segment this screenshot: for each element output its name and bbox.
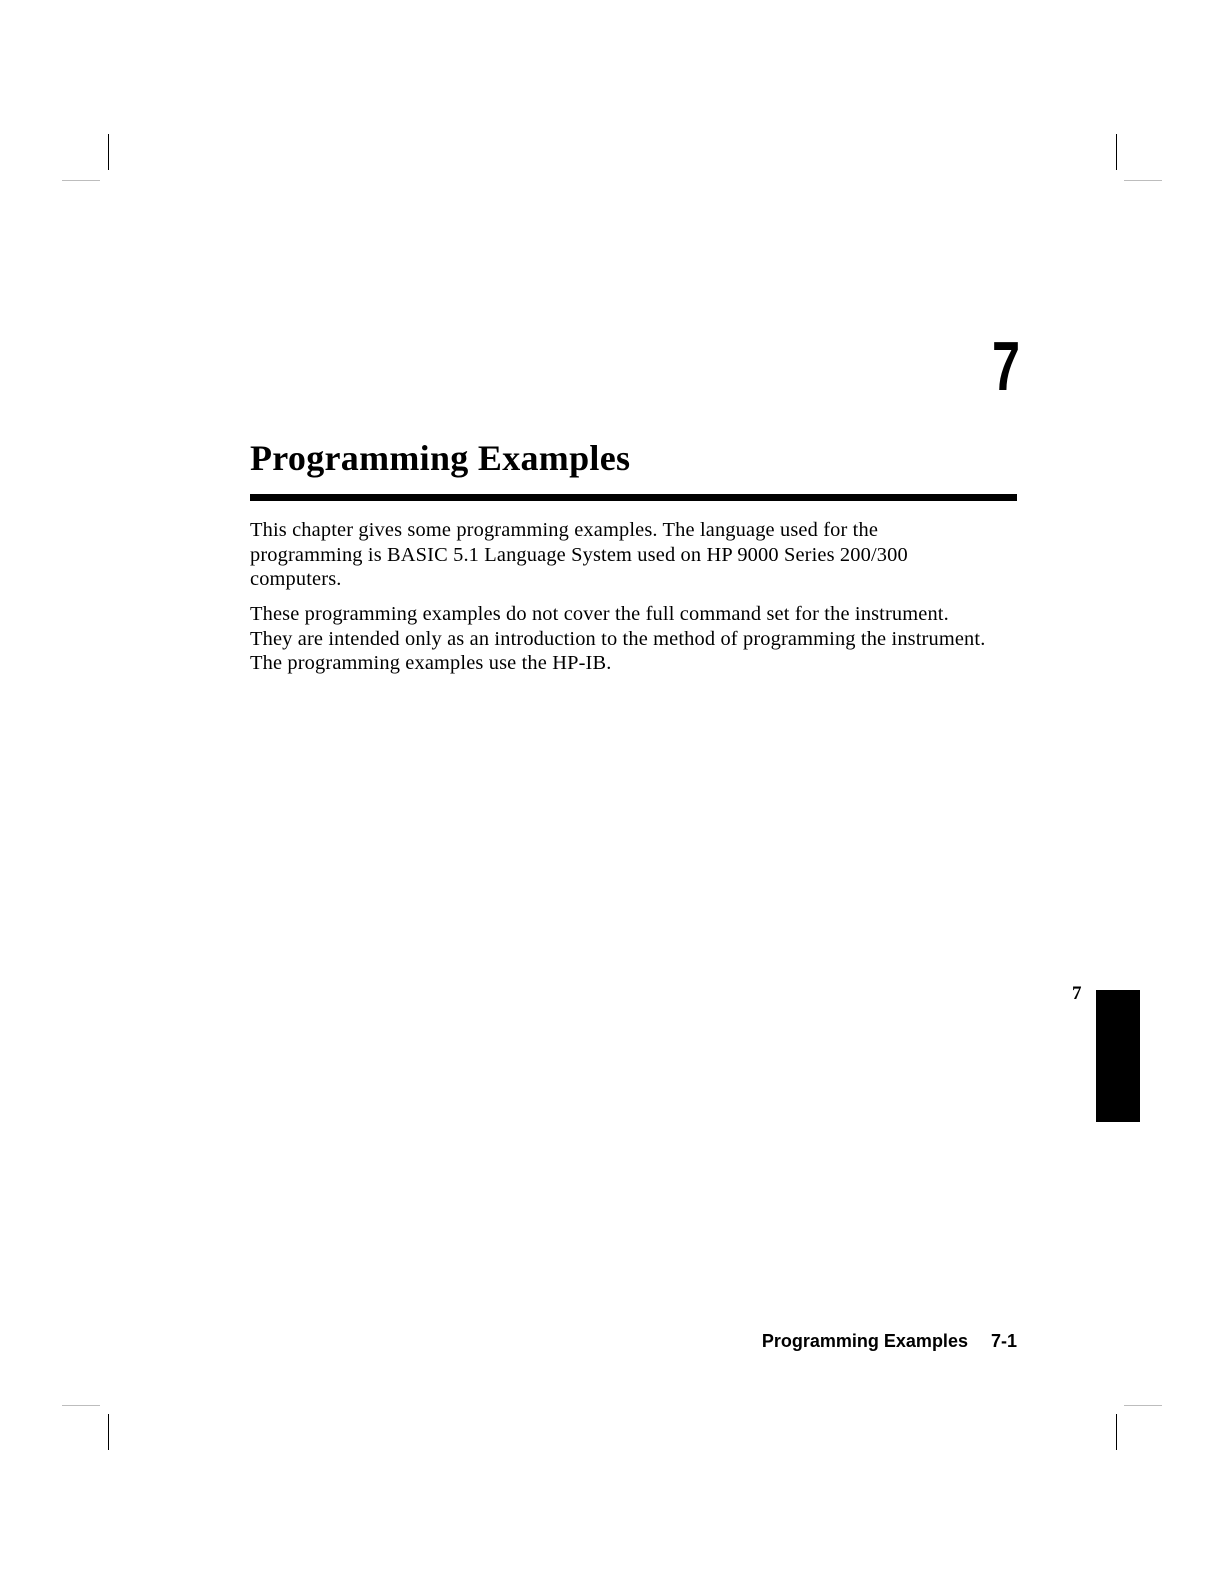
crop-mark-top-left xyxy=(62,180,100,181)
page-footer xyxy=(762,1330,1017,1352)
crop-mark-bottom-right xyxy=(1116,1414,1117,1450)
crop-mark-bottom-left xyxy=(108,1414,109,1450)
chapter-title: Programming Examples xyxy=(250,438,631,478)
chapter-number: 7 xyxy=(991,327,1020,405)
crop-mark-top-right xyxy=(1116,134,1117,170)
thumb-tab xyxy=(1096,990,1140,1122)
crop-mark-bottom-left xyxy=(62,1405,100,1406)
crop-mark-bottom-right xyxy=(1124,1405,1162,1406)
crop-mark-top-left xyxy=(108,134,109,170)
thumb-tab-label: 7 xyxy=(1072,983,1082,1004)
footer-section-title: Programming Examples xyxy=(761,1331,968,1351)
scope-paragraph: These programming examples do not cover the full command set for the instrument. They are intended only as an introduction to the method of programming the instrument. The programming examples use the HP-IB. xyxy=(250,603,986,674)
title-rule xyxy=(250,494,1017,501)
intro-paragraph: This chapter gives some programming examples. The language used for the programming is BASIC 5.1 Language System used on HP 9000 Series 200/300 computers. xyxy=(250,519,908,590)
footer-page-number: 7-1 xyxy=(990,1331,1017,1351)
crop-mark-top-right xyxy=(1124,180,1162,181)
